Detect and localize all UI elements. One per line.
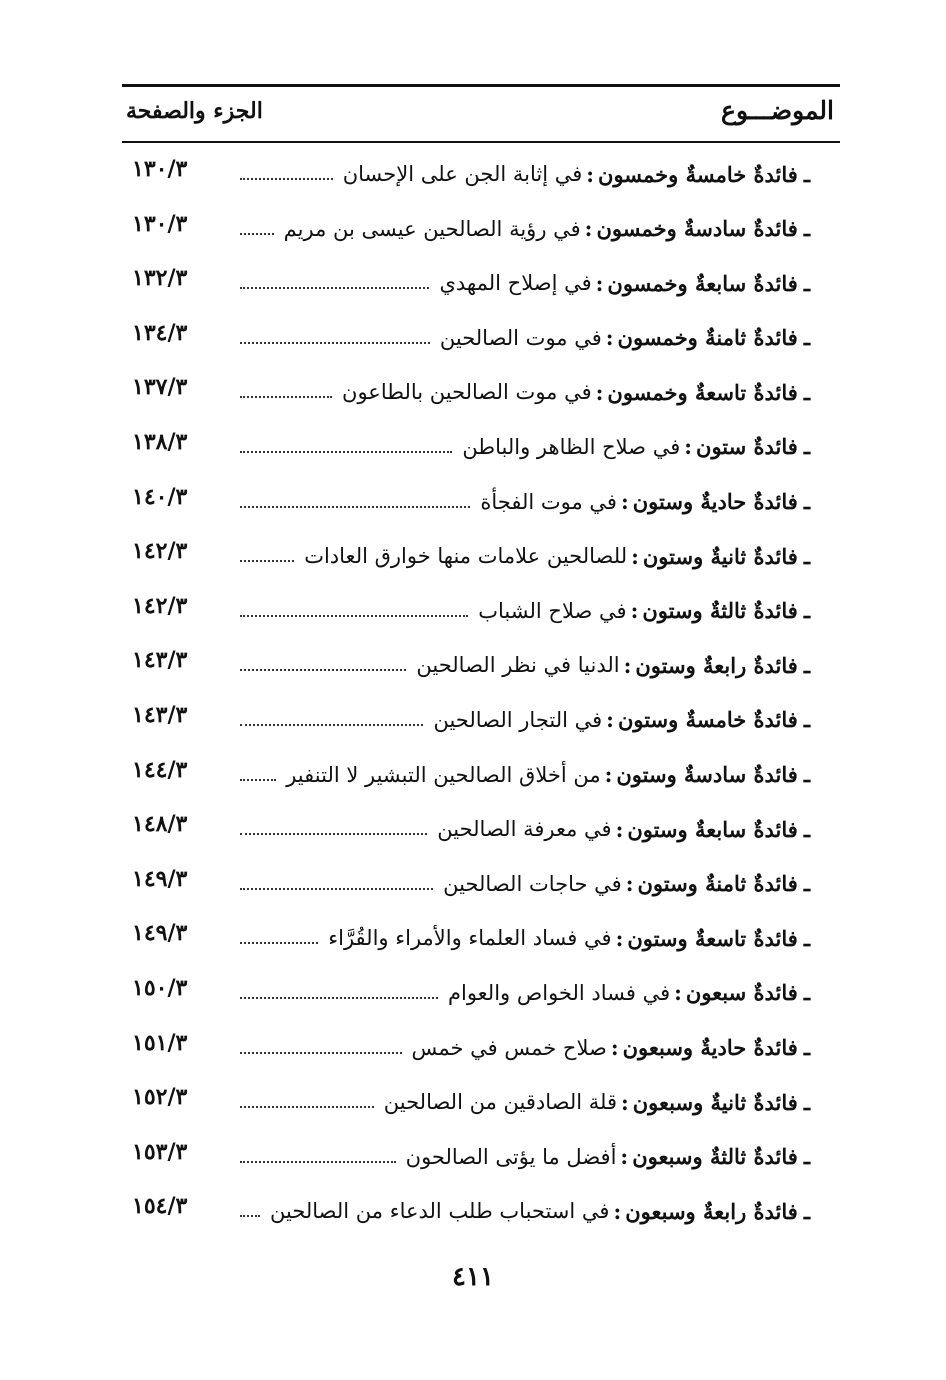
entry-page-reference: ١٤٠/٣ (132, 483, 188, 510)
entry-label: فائدةٌ ثانيةٌ وسبعون (632, 1089, 798, 1115)
toc-entry-text (240, 757, 810, 793)
entry-title: أفضل ما يؤتى الصالحون (405, 1144, 617, 1169)
toc-entry-text (240, 1030, 810, 1066)
entry-page-reference: ١٣٢/٣ (132, 265, 188, 292)
entry-page-reference: ١٣٠/٣ (132, 156, 188, 182)
entry-label: فائدةٌ رابعةٌ وسبعون (625, 1198, 798, 1224)
toc-entry (122, 1129, 840, 1184)
entry-title: في صلاح الظاهر والباطن (462, 434, 681, 459)
entry-label: فائدةٌ سادسةٌ وستون (616, 762, 798, 788)
entry-page-reference: ١٥١/٣ (132, 1029, 188, 1056)
toc-entry (122, 146, 840, 201)
topic-column-heading: الموضـــوع (721, 96, 834, 125)
entry-title: في فساد الخواص والعوام (447, 980, 671, 1005)
entry-separator: : (674, 980, 682, 1006)
entry-title: في صلاح الشباب (478, 598, 627, 623)
entry-page-reference: ١٤٣/٣ (132, 701, 188, 728)
entry-title: في موت الصالحين بالطاعون (342, 380, 592, 405)
toc-entry (122, 965, 840, 1020)
dot-leader (240, 287, 429, 289)
toc-entry-text (240, 647, 810, 683)
dot-leader (240, 1052, 402, 1054)
entry-separator: : (586, 161, 595, 187)
entry-dash: ـ (803, 762, 810, 788)
toc-entry-text (240, 265, 810, 301)
entry-label: فائدةٌ تاسعةٌ وستون (627, 925, 798, 951)
entry-page-reference: ١٤٣/٣ (132, 647, 188, 674)
dot-leader (240, 342, 430, 344)
entry-separator: : (620, 1089, 629, 1115)
dot-leader (240, 560, 294, 562)
entry-page-reference: ١٥٣/٣ (132, 1138, 188, 1165)
entry-dash: ـ (803, 1035, 810, 1060)
toc-entry (122, 364, 840, 419)
entry-separator: : (620, 489, 629, 515)
entry-dash: ـ (803, 543, 810, 569)
entry-dash: ـ (803, 270, 810, 296)
entry-dash: ـ (803, 379, 810, 405)
toc-entry (122, 528, 840, 583)
entry-title: من أخلاق الصالحين التبشير لا التنفير (286, 762, 601, 787)
entry-label: فائدةٌ خامسةٌ وخمسون (598, 161, 798, 187)
toc-entry-text (240, 429, 810, 465)
entry-page-reference: ١٤٢/٣ (132, 538, 188, 565)
toc-entry-text (240, 811, 810, 847)
entry-page-reference: ١٣٨/٣ (132, 428, 188, 455)
entry-separator: : (615, 925, 624, 951)
toc-entry (122, 1183, 840, 1238)
dot-leader (240, 833, 427, 835)
toc-entry (122, 801, 840, 856)
page-number: ٤١١ (452, 1262, 494, 1292)
entry-page-reference: ١٤٢/٣ (132, 592, 188, 619)
entry-label: فائدةٌ ثامنةٌ وخمسون (617, 325, 798, 351)
entry-label: فائدةٌ سابعةٌ وخمسون (607, 270, 798, 296)
entry-page-reference: ١٣٤/٣ (132, 319, 188, 346)
entry-label: فائدةٌ ستون (696, 434, 798, 460)
entry-label: فائدةٌ ثالثةٌ وسبعون (632, 1144, 798, 1170)
entry-dash: ـ (803, 816, 810, 842)
toc-entry-text (240, 1084, 810, 1120)
entry-title: في إثابة الجن على الإحسان (342, 162, 583, 186)
entry-title: في موت الصالحين (439, 325, 602, 350)
toc-entry-text (240, 1139, 810, 1175)
toc-entry (122, 692, 840, 747)
toc-header (122, 92, 840, 136)
entry-label: فائدةٌ سادسةٌ وخمسون (596, 216, 798, 242)
entry-separator: : (604, 762, 613, 788)
entry-page-reference: ١٤٤/٣ (132, 756, 188, 783)
entry-dash: ـ (803, 1144, 810, 1170)
toc-entry (122, 910, 840, 965)
toc-entry (122, 637, 840, 692)
entry-label: فائدةٌ ثانيةٌ وستون (642, 543, 798, 569)
entry-dash: ـ (803, 652, 810, 678)
entry-label: فائدةٌ ثامنةٌ وستون (637, 871, 798, 897)
toc-entry-text (240, 1193, 810, 1229)
entry-title: في موت الفجأة (480, 489, 617, 514)
toc-entry (122, 474, 840, 529)
toc-entry (122, 1074, 840, 1129)
entry-dash: ـ (803, 707, 810, 733)
entry-dash: ـ (803, 1089, 810, 1115)
toc-entry-text (240, 975, 810, 1011)
entry-label: فائدةٌ حاديةٌ وسبعون (622, 1035, 798, 1060)
entry-page-reference: ١٥٠/٣ (132, 974, 188, 1001)
toc-entry (122, 747, 840, 802)
entry-label: فائدةٌ رابعةٌ وستون (635, 652, 798, 678)
toc-entry-text (240, 211, 810, 247)
entry-separator: : (625, 871, 634, 897)
entry-dash: ـ (803, 161, 810, 187)
dot-leader (240, 888, 433, 890)
entry-page-reference: ١٥٤/٣ (132, 1193, 188, 1220)
entry-page-reference: ١٣٧/٣ (132, 374, 188, 401)
entry-separator: : (606, 707, 614, 733)
entry-separator: : (595, 270, 604, 296)
entry-dash: ـ (803, 434, 810, 460)
entry-separator: : (595, 379, 604, 405)
entry-page-reference: ١٤٨/٣ (132, 811, 188, 838)
entry-label: فائدةٌ سبعون (685, 980, 798, 1006)
toc-entry-text (240, 538, 810, 574)
entry-separator: : (631, 543, 639, 569)
dot-leader (240, 451, 452, 453)
entry-separator: : (620, 1144, 629, 1170)
entry-title: الدنيا في نظر الصالحين (416, 653, 620, 678)
entry-title: في معرفة الصالحين (437, 817, 612, 842)
entry-title: في فساد العلماء والأمراء والقُرَّاء (328, 926, 612, 951)
entry-separator: : (630, 598, 639, 624)
dot-leader (240, 669, 406, 671)
dot-leader (240, 724, 423, 726)
dot-leader (240, 506, 470, 508)
entry-dash: ـ (803, 980, 810, 1006)
toc-entry-text (240, 374, 810, 410)
entry-separator: : (613, 1198, 622, 1224)
entry-label: فائدةٌ ثالثةٌ وستون (642, 598, 798, 624)
toc-entry (122, 856, 840, 911)
dot-leader (240, 779, 276, 781)
toc-entry (122, 255, 840, 310)
entry-dash: ـ (803, 598, 810, 624)
toc-entry (122, 419, 840, 474)
toc-entry (122, 583, 840, 638)
entry-title: في إصلاح المهدي (439, 271, 592, 296)
dot-leader (240, 997, 438, 999)
toc-entry-text (240, 156, 810, 192)
top-rule (122, 84, 840, 87)
entry-separator: : (610, 1035, 619, 1060)
entry-page-reference: ١٤٩/٣ (132, 920, 188, 947)
toc-entry (122, 201, 840, 256)
entry-title: قلة الصادقين من الصالحين (383, 1090, 617, 1115)
header-rule (122, 141, 840, 143)
page-column-heading: الجزء والصفحة (126, 98, 263, 124)
toc-entry-text (240, 320, 810, 356)
entry-label: فائدةٌ حاديةٌ وستون (632, 489, 798, 515)
entry-dash: ـ (803, 325, 810, 351)
entry-label: فائدةٌ سابعةٌ وستون (627, 816, 798, 842)
dot-leader (240, 1215, 260, 1217)
toc-entry-text (240, 593, 810, 629)
entry-separator: : (584, 216, 593, 242)
dot-leader (240, 1161, 396, 1163)
dot-leader (240, 1106, 374, 1108)
toc-entry-text (240, 920, 810, 956)
entry-separator: : (684, 434, 693, 460)
entry-title: في رؤية الصالحين عيسى بن مريم (283, 216, 581, 241)
entry-separator: : (623, 652, 632, 678)
dot-leader (240, 396, 332, 398)
entry-title: في حاجات الصالحين (443, 871, 622, 896)
entry-title: صلاح خمس في خمس (411, 1035, 607, 1060)
toc-entry-text (240, 484, 810, 520)
dot-leader (240, 942, 318, 944)
entry-label: فائدةٌ خامسةٌ وستون (617, 707, 798, 733)
toc-entry-text (240, 866, 810, 902)
toc-entry (122, 1020, 840, 1075)
entry-title: للصالحين علامات منها خوارق العادات (304, 544, 628, 569)
dot-leader (240, 178, 333, 180)
entry-page-reference: ١٣٠/٣ (132, 210, 188, 237)
entry-dash: ـ (803, 925, 810, 951)
entry-dash: ـ (803, 489, 810, 515)
entry-separator: : (615, 816, 624, 842)
dot-leader (240, 233, 274, 235)
entry-dash: ـ (803, 871, 810, 897)
entry-separator: : (605, 325, 614, 351)
dot-leader (240, 615, 468, 617)
entry-dash: ـ (803, 216, 810, 242)
entry-label: فائدةٌ تاسعةٌ وخمسون (607, 379, 798, 405)
entry-title: في استحباب طلب الدعاء من الصالحين (270, 1199, 610, 1224)
entry-page-reference: ١٥٢/٣ (132, 1084, 188, 1111)
entry-page-reference: ١٤٩/٣ (132, 865, 188, 892)
entry-dash: ـ (803, 1198, 810, 1224)
toc-entry-text (240, 702, 810, 738)
toc-entry (122, 310, 840, 365)
entry-title: في التجار الصالحين (433, 707, 603, 732)
table-of-contents (122, 146, 840, 1238)
